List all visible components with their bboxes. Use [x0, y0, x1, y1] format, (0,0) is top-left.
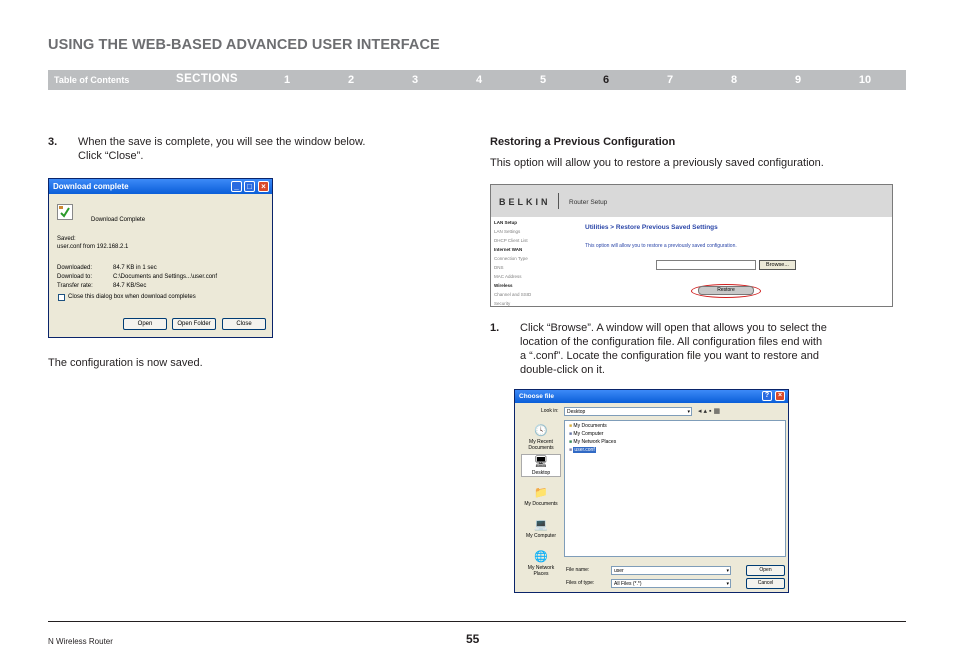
nav-section-2[interactable]: 2 — [347, 74, 355, 86]
step-1-line-3: a “.conf”. Locate the configuration file you want to restore and — [520, 350, 820, 362]
choose-file-dialog — [514, 389, 789, 593]
download-complete-dialog — [48, 178, 273, 338]
page-number: 55 — [466, 632, 480, 646]
look-in-dropdown[interactable] — [564, 407, 692, 416]
sidebar-internet-wan[interactable]: Internet WAN — [494, 247, 523, 252]
configuration-saved-note: The configuration is now saved. — [48, 357, 203, 369]
file-item-my-computer[interactable]: ■ My Computer — [569, 431, 604, 437]
restore-heading: Restoring a Previous Configuration — [490, 136, 676, 148]
transfer-rate-label: Transfer rate: — [57, 283, 93, 289]
help-icon[interactable]: ? — [762, 391, 772, 401]
download-to-label: Download to: — [57, 274, 93, 280]
saved-value: user.conf from 192.168.2.1 — [57, 244, 129, 250]
nav-section-5[interactable]: 5 — [539, 74, 547, 86]
nav-section-3[interactable]: 3 — [411, 74, 419, 86]
header-divider — [558, 193, 559, 209]
folder-icon: ■ — [569, 423, 573, 429]
place-my-network-places[interactable]: 🌐 My Network Places — [527, 551, 555, 577]
nav-section-10[interactable]: 10 — [858, 74, 872, 86]
footer-product-name: N Wireless Router — [48, 637, 113, 646]
close-on-complete-checkbox[interactable] — [58, 294, 65, 301]
file-item-my-documents[interactable]: ■ My Documents — [569, 423, 607, 429]
close-on-complete-label: Close this dialog box when download completes — [68, 294, 196, 300]
file-item-user-conf[interactable] — [569, 447, 596, 454]
nav-section-9[interactable]: 9 — [794, 74, 802, 86]
download-to-value: C:\Documents and Settings...\user.conf — [113, 274, 218, 280]
restore-description: This option will allow you to restore a previously saved configuration. — [585, 243, 737, 249]
new-folder-icon[interactable]: ▪ — [709, 408, 714, 415]
sidebar-dhcp-client-list[interactable]: DHCP Client List — [494, 238, 528, 243]
restore-file-input[interactable] — [656, 260, 756, 270]
downloaded-label: Downloaded: — [57, 265, 93, 271]
saved-label: Saved: — [57, 236, 76, 242]
nav-table-of-contents-link[interactable]: Table of Contents — [54, 75, 130, 85]
open-button[interactable]: Open — [746, 565, 785, 576]
nav-section-1[interactable]: 1 — [283, 74, 291, 86]
nav-section-8[interactable]: 8 — [730, 74, 738, 86]
download-heading: Download Complete — [91, 217, 146, 223]
back-icon[interactable]: ◂ — [698, 408, 704, 415]
sidebar-lan-setup[interactable]: LAN Setup — [494, 220, 517, 225]
chevron-down-icon: ▾ — [726, 568, 729, 574]
belkin-logo: BELKIN — [499, 197, 551, 207]
section-nav-bar — [48, 70, 906, 90]
close-button[interactable]: Close — [222, 318, 266, 330]
network-places-icon: 🌐 — [534, 551, 548, 563]
dialog-title-bar — [49, 179, 272, 194]
chevron-down-icon: ▾ — [726, 581, 729, 587]
sidebar-connection-type[interactable]: Connection Type — [494, 256, 528, 261]
sidebar-security[interactable]: Security — [494, 301, 511, 306]
step-1-number: 1. — [490, 322, 500, 334]
file-list — [564, 420, 786, 557]
belkin-header — [491, 185, 892, 217]
desktop-icon: 🖥 — [534, 456, 548, 468]
choose-file-title-bar — [515, 390, 788, 403]
sidebar-dns[interactable]: DNS — [494, 265, 504, 270]
restore-intro: This option will allow you to restore a previously saved configuration. — [490, 157, 824, 169]
close-icon[interactable]: × — [775, 391, 785, 401]
file-name-value: user — [614, 568, 624, 574]
place-my-documents[interactable]: 📁 My Documents — [524, 487, 558, 507]
file-type-label: Files of type: — [566, 580, 595, 586]
router-setup-label: Router Setup — [569, 199, 608, 206]
view-menu-icon[interactable]: ▦ — [713, 408, 723, 415]
file-name-label: File name: — [566, 567, 590, 573]
recent-documents-icon: 🕓 — [534, 425, 548, 437]
belkin-router-setup-panel — [490, 184, 893, 307]
open-button[interactable]: Open — [123, 318, 167, 330]
step-1-line-1: Click “Browse”. A window will open that allows you to select the — [520, 322, 827, 334]
sidebar-mac-address[interactable]: MAC Address — [494, 274, 522, 279]
look-in-label: Look in: — [541, 408, 559, 414]
minimize-icon[interactable]: _ — [231, 181, 242, 192]
network-icon: ■ — [569, 439, 573, 445]
open-folder-button[interactable]: Open Folder — [172, 318, 216, 330]
step-3-line-2: Click “Close”. — [78, 150, 144, 162]
nav-sections-label: SECTIONS — [176, 73, 238, 85]
sidebar-lan-settings[interactable]: LAN Settings — [494, 229, 521, 234]
close-icon[interactable]: × — [258, 181, 269, 192]
restore-button[interactable]: Restore — [698, 286, 754, 295]
chevron-down-icon: ▾ — [687, 409, 690, 415]
file-type-value: All Files (*.*) — [614, 581, 642, 587]
toolbar-icons[interactable] — [698, 407, 722, 415]
file-type-dropdown[interactable] — [611, 579, 731, 588]
nav-section-7[interactable]: 7 — [666, 74, 674, 86]
browse-button[interactable]: Browse... — [759, 260, 796, 270]
choose-file-title: Choose file — [519, 393, 555, 400]
maximize-icon[interactable]: □ — [244, 181, 255, 192]
my-computer-icon: 💻 — [534, 519, 548, 531]
step-1-line-4: double-click on it. — [520, 364, 605, 376]
downloaded-value: 84.7 KB in 1 sec — [113, 265, 157, 271]
computer-icon: ■ — [569, 431, 573, 437]
places-bar — [517, 420, 563, 590]
step-1-line-2: location of the configuration file. All configuration files end with — [520, 336, 823, 348]
look-in-value: Desktop — [567, 409, 586, 415]
restore-breadcrumb: Utilities > Restore Previous Saved Settings — [585, 224, 718, 231]
page-header-title: USING THE WEB-BASED ADVANCED USER INTERFACE — [48, 37, 440, 53]
place-my-recent-documents[interactable]: 🕓 My Recent Documents — [528, 425, 554, 451]
download-document-icon — [57, 204, 73, 220]
file-icon: ■ — [569, 447, 573, 453]
place-desktop[interactable]: 🖥 Desktop — [521, 454, 561, 477]
file-item-my-network-places[interactable]: ■ My Network Places — [569, 439, 617, 445]
transfer-rate-value: 84.7 KB/Sec — [113, 283, 147, 289]
dialog-title: Download complete — [53, 182, 129, 191]
file-name-selected: user.conf — [574, 447, 595, 453]
sidebar-channel-ssid[interactable]: Channel and SSID — [494, 292, 532, 297]
footer-rule — [48, 621, 906, 622]
up-folder-icon[interactable]: ▴ — [703, 408, 710, 415]
step-3-number: 3. — [48, 136, 58, 148]
file-name-field[interactable] — [611, 566, 731, 575]
step-3-line-1: When the save is complete, you will see the window below. — [78, 136, 366, 148]
nav-section-6-active[interactable]: 6 — [602, 74, 610, 86]
cancel-button[interactable]: Cancel — [746, 578, 785, 589]
my-documents-icon: 📁 — [534, 487, 548, 499]
nav-section-4[interactable]: 4 — [475, 74, 483, 86]
sidebar-wireless[interactable]: Wireless — [494, 283, 513, 288]
belkin-sidebar — [491, 217, 573, 306]
place-my-computer[interactable]: 💻 My Computer — [525, 519, 556, 539]
